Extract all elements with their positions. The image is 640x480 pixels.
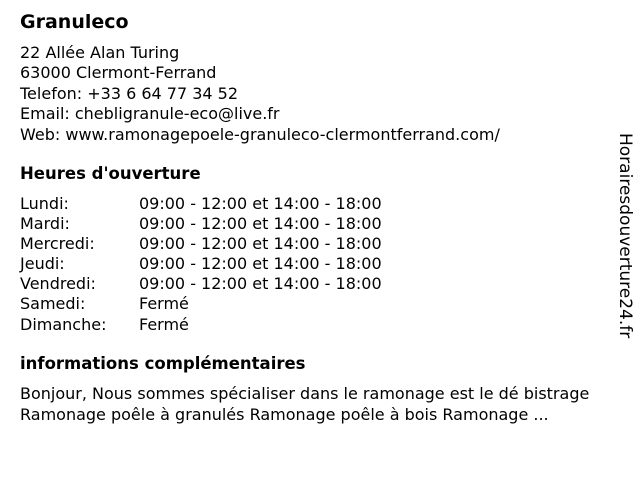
day-label: Mercredi: [20,234,95,254]
additional-info-heading: informations complémentaires [20,354,306,373]
day-label: Dimanche: [20,314,107,334]
day-label: Jeudi: [20,254,65,274]
day-hours: 09:00 - 12:00 et 14:00 - 18:00 [139,194,382,213]
opening-hours-heading: Heures d'ouverture [20,164,201,183]
day-hours: 09:00 - 12:00 et 14:00 - 18:00 [139,214,382,234]
address-street: 22 Allée Alan Turing [20,43,180,62]
business-name: Granuleco [20,11,129,33]
web-text: Web: www.ramonagepoele-granuleco-clermontferrand.com/ [20,124,500,144]
day-hours: 09:00 - 12:00 et 14:00 - 18:00 [139,254,382,274]
phone-text: Telefon: +33 6 64 77 34 52 [20,83,239,103]
address-city: 63000 Clermont-Ferrand [20,63,217,83]
day-label: Samedi: [20,294,86,314]
site-watermark: Horairesdouverture24.fr [615,133,635,339]
day-label: Mardi: [20,214,70,234]
additional-info-text: Bonjour, Nous sommes spécialiser dans le ramonage est le dé bistrage Ramonage poêle à granulés Ramonage poêle à bois Ramonage ... [20,384,590,424]
contact-block [20,43,500,145]
day-label: Vendredi: [20,274,96,294]
day-hours: Fermé [139,294,189,314]
day-hours: 09:00 - 12:00 et 14:00 - 18:00 [139,274,382,294]
day-hours: 09:00 - 12:00 et 14:00 - 18:00 [139,234,382,254]
email-text: Email: chebligranule-eco@live.fr [20,104,280,124]
day-label: Lundi: [20,194,69,213]
day-hours: Fermé [139,314,189,334]
